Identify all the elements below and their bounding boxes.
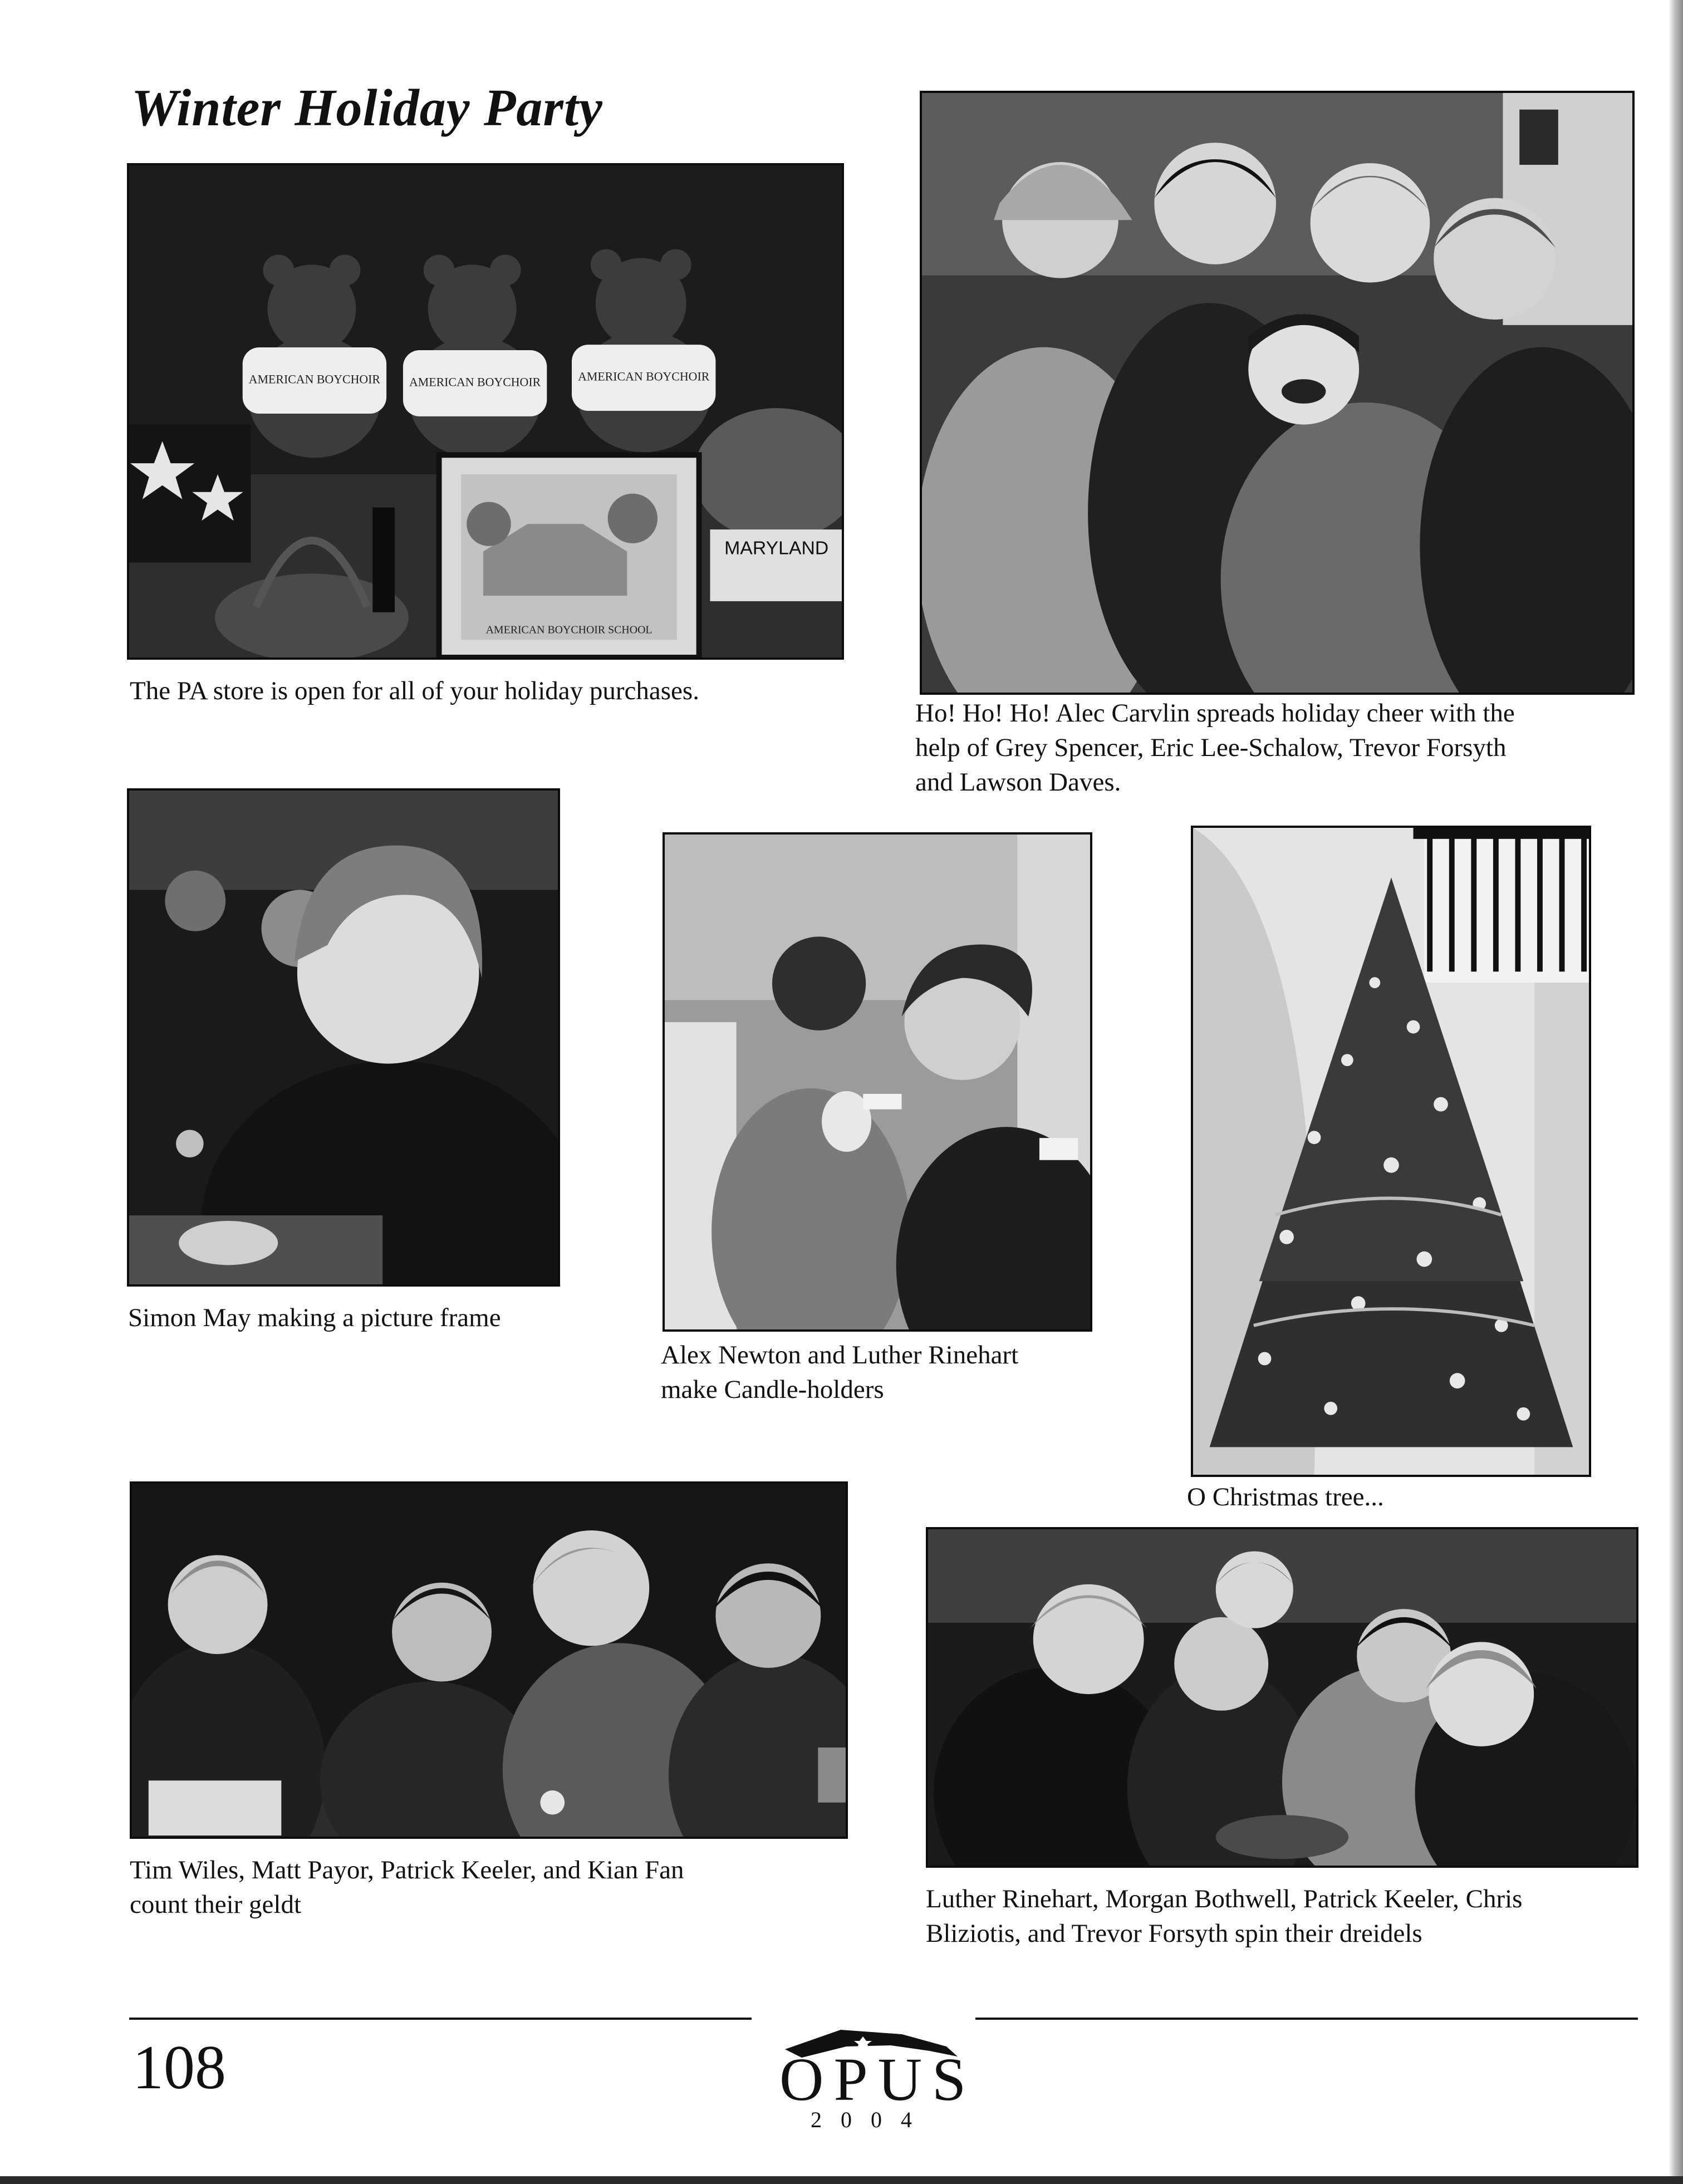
license-plate-text: MARYLAND	[724, 537, 829, 559]
caption-dreidels	[926, 1882, 1522, 1951]
caption-candle-holders-line-1: Alex Newton and Luther Rinehart	[661, 1341, 1019, 1370]
caption-pa-store: The PA store is open for all of your holiday purchases.	[130, 676, 699, 705]
caption-geldt	[130, 1853, 684, 1922]
caption-candle-holders-line-2: make Candle-holders	[661, 1375, 884, 1404]
opus-year: 2004	[811, 2107, 931, 2132]
caption-picture-frame: Simon May making a picture frame	[128, 1303, 501, 1332]
caption-geldt-line-2: count their geldt	[130, 1890, 302, 1919]
photo-group-cheer	[920, 91, 1635, 695]
caption-candle-holders	[661, 1338, 1018, 1407]
caption-dreidels-line-1: Luther Rinehart, Morgan Bothwell, Patrick Keeler, Chris	[926, 1884, 1523, 1913]
caption-group-cheer-line-1: Ho! Ho! Ho! Alec Carvlin spreads holiday cheer with the	[915, 699, 1515, 728]
page-edge-shadow	[1669, 0, 1683, 2184]
photo-picture-frame	[127, 788, 560, 1287]
bear-shirt-2-text: AMERICAN BOYCHOIR	[409, 375, 541, 389]
footer-rule-right	[975, 2018, 1638, 2020]
opus-wordmark: OPUS	[779, 2045, 977, 2113]
caption-group-cheer-line-3: and Lawson Daves.	[915, 768, 1121, 797]
page-number: 108	[133, 2033, 226, 2102]
caption-group-cheer	[915, 696, 1515, 799]
photo-candle-holders	[663, 832, 1092, 1332]
caption-christmas-tree: O Christmas tree...	[1187, 1483, 1384, 1511]
caption-group-cheer-line-2: help of Grey Spencer, Eric Lee-Schalow, Trevor Forsyth	[915, 733, 1507, 762]
photo-pa-store	[127, 163, 844, 660]
caption-dreidels-line-2: Bliziotis, and Trevor Forsyth spin their dreidels	[926, 1919, 1422, 1948]
photo-geldt	[130, 1481, 848, 1839]
caption-geldt-line-1: Tim Wiles, Matt Payor, Patrick Keeler, and Kian Fan	[130, 1856, 684, 1884]
footer-rule-left	[129, 2018, 752, 2020]
bear-shirt-1-text: AMERICAN BOYCHOIR	[248, 372, 381, 386]
opus-logo	[779, 2024, 977, 2132]
page-title: Winter Holiday Party	[131, 79, 603, 137]
bear-shirt-3-text: AMERICAN BOYCHOIR	[578, 370, 710, 384]
photo-dreidels	[926, 1527, 1638, 1868]
tin-box-text: AMERICAN BOYCHOIR SCHOOL	[485, 624, 652, 636]
page-bottom-edge	[0, 2176, 1683, 2184]
photo-christmas-tree	[1191, 826, 1591, 1477]
